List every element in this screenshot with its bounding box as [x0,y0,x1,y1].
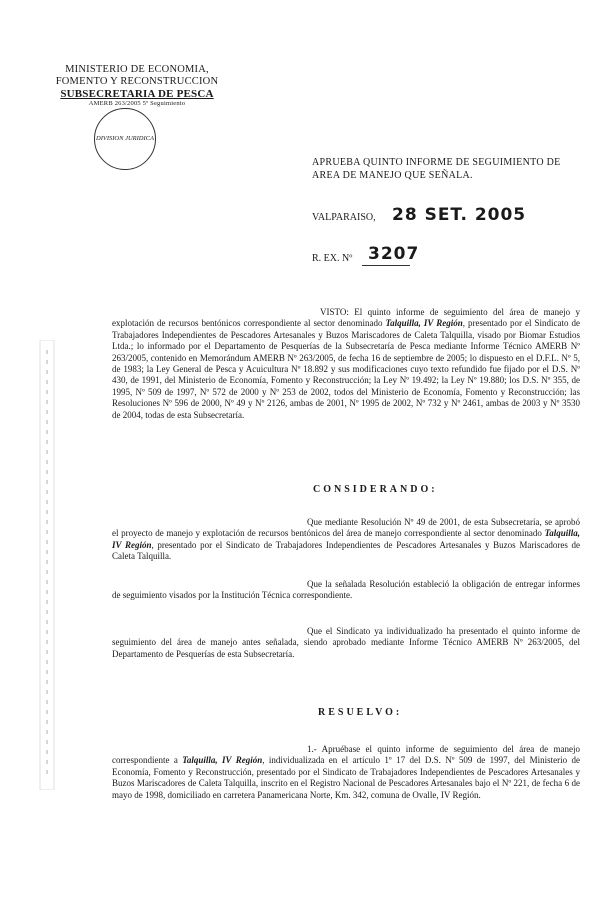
rex-number: 3207 [368,244,420,264]
considerando-paragraph-2 [112,579,580,602]
rex-label: R. EX. Nº [312,253,353,264]
rex-underline [362,265,410,266]
considerando-1-text: Que mediante Resolución Nº 49 de 2001, de esta Subsecretaría, se aprobó el proyecto de manejo y explotación de recursos bentónicos del área de manejo correspondiente al sector denominado [112,517,580,539]
resuelvo-1-sector: Talquilla, IV Región [182,755,263,766]
approval-summary: APRUEBA QUINTO INFORME DE SEGUIMIENTO DE AREA DE MANEJO QUE SEÑALA. [312,157,561,181]
considerando-1-sector: Talquilla, IV Región [112,528,581,550]
visto-label: VISTO: [320,307,349,317]
visto-text-1: El quinto informe de seguimiento del área de manejo y explotación de recursos bentónicos correspondiente al sector denominado [112,307,580,329]
resuelvo-1-text: 1.- Apruébase el quinto informe de seguimiento del área de manejo correspondiente a [112,744,580,766]
visto-text-2: , presentado por el Sindicato de Trabajadores Independientes de Pescadores Artesanales y Buzos Mariscadores de Caleta Talquilla, visado por Biomar Estudios Ltda.; lo informado por el Departamento de Pesquerías de la Subsecretaría de Pesca mediante Informe Técnico AMERB Nº 263/2005, contenido en Memorándum AMERB Nº 263/2005, de fecha 16 de septiembre de 2005; lo dispuesto en el D.F.L. Nº 5, de 1983; la Ley General de Pesca y Acuicultura Nº 18.892 y sus modificaciones cuyo texto refundido fue fijado por el D.S. Nº 430, de 1991, del Ministerio de Economía, Fomento y Reconstrucción; la Ley Nº 19.492; la Ley Nº 19.880; los D.S. Nº 355, de 1995, Nº 509 de 1997, Nº 572 de 2000 y Nº 253 de 2002, todos del Ministerio de Economía, Fomento y Reconstrucción; las Resoluciones Nº 596 de 2000, Nº 49 y Nº 2126, ambas de 2001, Nº 1995 de 2002, Nº 732 y Nº 2461, ambas de 2003 y Nº 3530 de 2004, todas de esta Subsecretaría. [112,318,581,420]
subsecretaria-line: SUBSECRETARIA DE PESCA [60,88,214,100]
division-juridica-stamp [94,108,156,170]
ministry-line-1: MINISTERIO DE ECONOMIA, [65,64,209,75]
stamp-text: DIVISION JURIDICA [96,135,154,142]
visto-paragraph [112,307,580,421]
considerando-2-text: Que la señalada Resolución estableció la obligación de entregar informes de seguimiento visados por la Institución Técnica correspondiente. [112,579,580,601]
place-label: VALPARAISO, [312,212,376,223]
considerando-3-text: Que el Sindicato ya individualizado ha presentado el quinto informe de seguimiento del área de manejo antes señalada, siendo aprobado mediante Informe Técnico AMERB Nº 263/2005, del Departamento de Pesquerías de esta Subsecretaría. [112,626,580,659]
considerando-1-text-2: , presentado por el Sindicato de Trabajadores Independientes de Pescadores Artesanales y Buzos Mariscadores de Caleta Talquilla. [112,539,580,562]
resuelvo-paragraph-1 [112,744,580,801]
considerando-paragraph-1 [112,517,580,563]
resuelvo-heading: RESUELVO: [318,707,403,718]
visto-sector: Talquilla, IV Región [385,318,463,329]
handwritten-date: 28 SET. 2005 [392,205,527,225]
resuelvo-1-text-2: , individualizada en el artículo 1º 17 del D.S. Nº 509 de 1997, del Ministerio de Economía, Fomento y Reconstrucción, presentado por el Sindicato de Trabajadores Independientes de Pescadores Artesanales y Buzos Mariscadores de Caleta Talquilla, inscrito en el Registro Nacional de Pescadores Artesanales bajo el Nº 221, de fecha 6 de mayo de 1998, domiciliado en carretera Panamericana Norte, Km. 342, comuna de Ovalle, IV Región. [112,755,581,800]
side-watermark [30,340,64,790]
considerando-heading: CONSIDERANDO: [313,484,438,495]
considerando-paragraph-3 [112,626,580,660]
reference-line: AMERB 263/2005 5º Seguimiento [88,100,186,107]
letterhead [52,64,222,108]
ministry-line-2: FOMENTO Y RECONSTRUCCION [55,76,219,87]
